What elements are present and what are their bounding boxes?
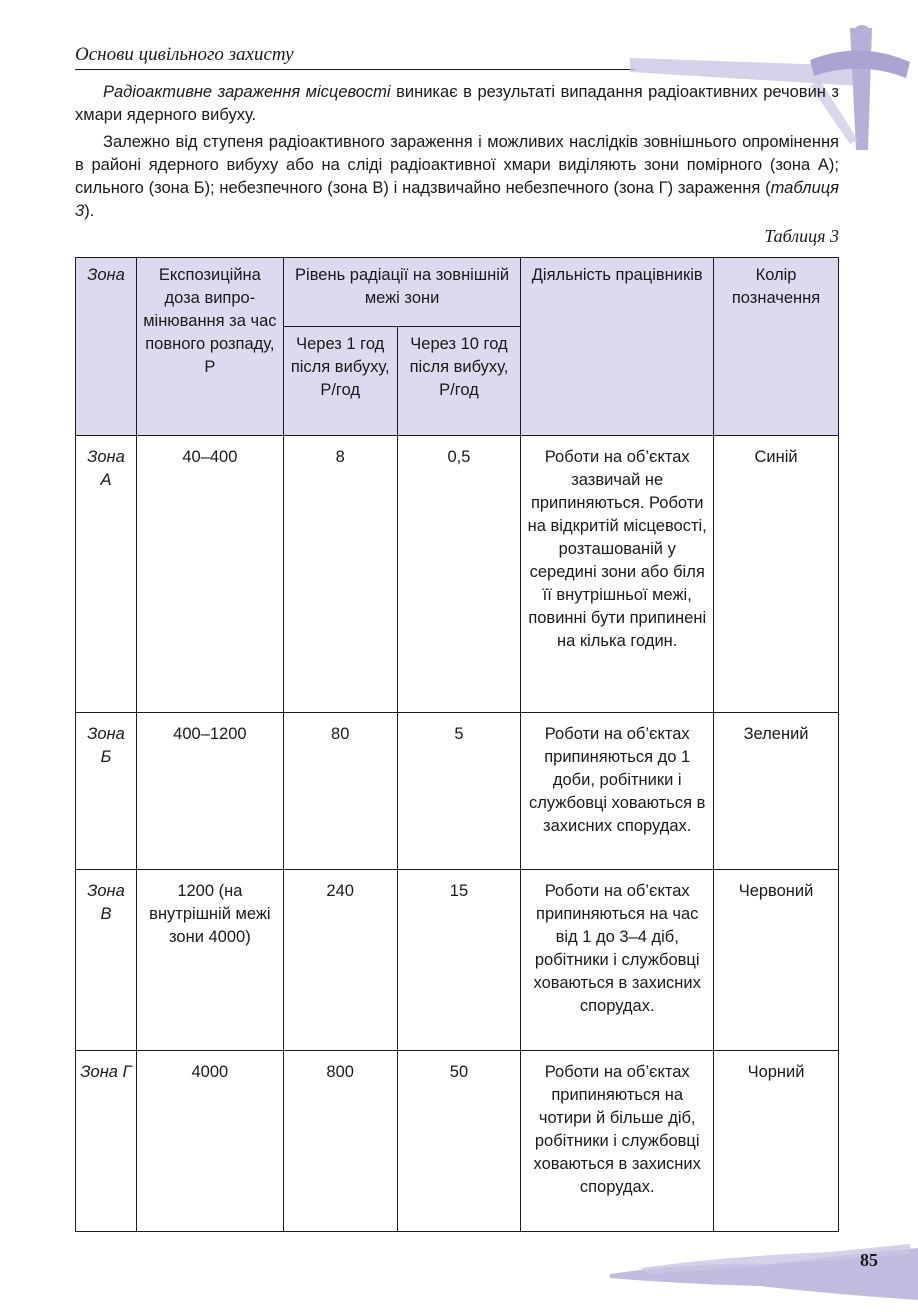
paragraph-zones bbox=[75, 131, 839, 223]
cell-after-1h: 8 bbox=[283, 436, 397, 713]
cell-zone: Зона Б bbox=[76, 713, 137, 870]
cell-activity: Роботи на об’єктах зазвичай не припиняються. Роботи на відкритій місцевості, розташованій у середині зони або біля її внутрішньої межі, повинні бути припинені на кілька годин. bbox=[521, 436, 714, 713]
cell-zone: Зона Г bbox=[76, 1051, 137, 1232]
cell-color: Синій bbox=[714, 436, 839, 713]
running-header: Основи цивільного захисту bbox=[75, 44, 635, 70]
cell-after-10h: 5 bbox=[397, 713, 521, 870]
term-radioactive-contamination: Радіоактивне зараження місцевості bbox=[103, 83, 391, 101]
paragraph-zones-text: Залежно від ступеня радіоактивного зараження і можливих наслідків зовнішнього опромінення в районі ядерного вибуху або на сліді радіоактивної хмари виділяють зони помірного (зона А); сильного (зона Б); небезпечного (зона В) і надзвичайно небезпечного (зона Г) зараження ( bbox=[75, 133, 839, 197]
cell-color: Червоний bbox=[714, 870, 839, 1051]
cell-dose: 1200 (на внутрішній межі зони 4000) bbox=[136, 870, 283, 1051]
header-radiation-level: Рівень радіації на зовнішній межі зони bbox=[283, 258, 521, 327]
paragraph-intro bbox=[75, 81, 839, 127]
cell-after-1h: 80 bbox=[283, 713, 397, 870]
cell-dose: 400–1200 bbox=[136, 713, 283, 870]
table-reference: таблиця 3 bbox=[75, 179, 839, 220]
table-row bbox=[76, 713, 839, 870]
header-after-10h: Через 10 год після вибуху, Р/год bbox=[397, 327, 521, 436]
cell-after-1h: 240 bbox=[283, 870, 397, 1051]
paragraph-intro-text: виникає в результаті випадання радіоактивних речовин з хмари ядерного вибуху. bbox=[75, 83, 839, 124]
table-caption: Таблиця 3 bbox=[764, 226, 839, 246]
header-activity: Діяльність працівників bbox=[521, 258, 714, 436]
header-zone: Зона bbox=[76, 258, 137, 436]
table-row bbox=[76, 1051, 839, 1232]
cell-activity: Роботи на об’єктах припиняються на час від 1 до 3–4 діб, робітники і службовці ховаються в захисних спорудах. bbox=[521, 870, 714, 1051]
cell-activity: Роботи на об’єктах припиняються до 1 доби, робітники і службовці ховаються в захисних спорудах. bbox=[521, 713, 714, 870]
brush-stroke-decoration-icon bbox=[610, 1234, 918, 1314]
cell-dose: 40–400 bbox=[136, 436, 283, 713]
header-after-1h: Через 1 год після вибуху, Р/год bbox=[283, 327, 397, 436]
paragraph-zones-end: ). bbox=[84, 202, 95, 220]
cell-activity: Роботи на об’єктах припиняються на чотири й більше діб, робітники і службовці ховаються в захисних спорудах. bbox=[521, 1051, 714, 1232]
table-row bbox=[76, 436, 839, 713]
cell-zone: Зона А bbox=[76, 436, 137, 713]
cell-color: Зелений bbox=[714, 713, 839, 870]
page-number: 85 bbox=[860, 1250, 878, 1270]
cell-after-10h: 50 bbox=[397, 1051, 521, 1232]
zones-table bbox=[75, 257, 839, 1232]
table-row bbox=[76, 870, 839, 1051]
header-color: Колір позначення bbox=[714, 258, 839, 436]
cell-color: Чорний bbox=[714, 1051, 839, 1232]
cell-after-1h: 800 bbox=[283, 1051, 397, 1232]
cell-dose: 4000 bbox=[136, 1051, 283, 1232]
cell-after-10h: 0,5 bbox=[397, 436, 521, 713]
header-dose: Експозиційна доза випро-мінювання за час повного розпаду, Р bbox=[136, 258, 283, 436]
cell-after-10h: 15 bbox=[397, 870, 521, 1051]
cell-zone: Зона В bbox=[76, 870, 137, 1051]
